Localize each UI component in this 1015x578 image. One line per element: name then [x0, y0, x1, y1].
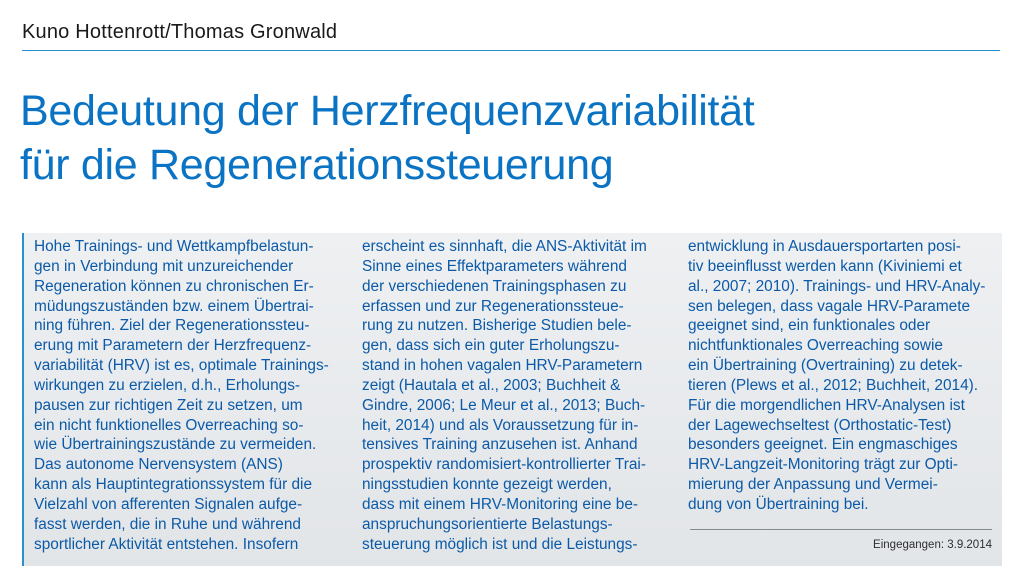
text-line: Vielzahl von afferenten Signalen aufge-: [34, 495, 303, 513]
text-line: Das autonome Nervensystem (ANS): [34, 456, 283, 474]
text-line: tieren (Plews et al., 2012; Buchheit, 2014).: [688, 376, 979, 394]
text-line: zeigt (Hautala et al., 2003; Buchheit &: [362, 376, 621, 394]
text-line: dung von Übertraining bei.: [688, 495, 869, 513]
text-line: anspruchungsorientierte Belastungs-: [362, 515, 613, 533]
text-line: tiv beeinflusst werden kann (Kiviniemi et: [688, 257, 962, 275]
text-line: ein Übertraining (Overtraining) zu detek-: [688, 357, 963, 375]
text-line: gen, dass sich ein guter Erholungszu-: [362, 337, 620, 355]
text-line: pausen zur richtigen Zeit zu setzen, um: [34, 396, 303, 414]
text-line: Für die morgendlichen HRV-Analysen ist: [688, 396, 965, 414]
text-line: Regeneration können zu chronischen Er-: [34, 277, 314, 295]
text-line: HRV-Langzeit-Monitoring trägt zur Opti-: [688, 456, 959, 474]
text-line: wie Übertrainingszustände zu vermeiden.: [34, 436, 317, 454]
text-line: sportlicher Aktivität entstehen. Insofern: [34, 535, 299, 553]
text-line: variabilität (HRV) ist es, optimale Trainings-: [34, 357, 329, 375]
title-line: Bedeutung der Herzfrequenzvariabilität: [20, 87, 755, 135]
text-line: der Lagewechseltest (Orthostatic-Test): [688, 416, 952, 434]
text-line: prospektiv randomisiert-kontrollierter Trai-: [362, 456, 646, 474]
author-names: Kuno Hottenrott/Thomas Gronwald: [22, 21, 338, 43]
text-line: der verschiedenen Trainingsphasen zu: [362, 277, 627, 295]
text-line: tensives Training anzusehen ist. Anhand: [362, 436, 638, 454]
text-line: besonders geeignet. Ein engmaschiges: [688, 436, 958, 454]
received-date: Eingegangen: 3.9.2014: [873, 539, 992, 551]
text-line: mierung der Anpassung und Vermei-: [688, 476, 938, 494]
text-line: erscheint es sinnhaft, die ANS-Aktivität im: [362, 238, 647, 255]
text-line: stand in hohen vagalen HRV-Parametern: [362, 357, 643, 375]
text-line: müdungszuständen bzw. einem Übertrai-: [34, 297, 314, 315]
text-line: steuerung möglich ist und die Leistungs-: [362, 535, 638, 553]
text-line: erfassen und zur Regenerationssteue-: [362, 297, 624, 315]
text-line: geeignet sind, ein funktionales oder: [688, 317, 931, 335]
header-rule: [22, 50, 1000, 51]
text-line: Gindre, 2006; Le Meur et al., 2013; Buch-: [362, 396, 646, 414]
text-line: fasst werden, die in Ruhe und während: [34, 515, 301, 533]
text-line: ningsstudien konnte gezeigt werden,: [362, 476, 612, 494]
abstract-column-1: [34, 237, 329, 555]
text-line: entwicklung in Ausdauersportarten posi-: [688, 238, 961, 255]
text-line: ning führen. Ziel der Regenerationssteu-: [34, 317, 310, 335]
text-line: nichtfunktionales Overreaching sowie: [688, 337, 943, 355]
abstract-end-rule: [690, 529, 992, 530]
text-line: kann als Hauptintegrationssystem für die: [34, 476, 313, 494]
text-line: al., 2007; 2010). Trainings- und HRV-Analy-: [688, 277, 986, 295]
text-line: wirkungen zu erzielen, d.h., Erholungs-: [34, 376, 301, 394]
article-title: [20, 84, 754, 192]
text-line: ein nicht funktionelles Overreaching so-: [34, 416, 304, 434]
text-line: sen belegen, dass vagale HRV-Paramete: [688, 297, 971, 315]
text-line: Sinne eines Effektparameters während: [362, 257, 627, 275]
abstract-box: [22, 233, 1002, 566]
text-line: erung mit Parametern der Herzfrequenz-: [34, 337, 312, 355]
text-line: gen in Verbindung mit unzureichender: [34, 257, 294, 275]
text-line: heit, 2014) und als Voraussetzung für in-: [362, 416, 639, 434]
text-line: Hohe Trainings- und Wettkampfbelastun-: [34, 238, 314, 255]
abstract-column-3: [688, 237, 985, 515]
text-line: dass mit einem HRV-Monitoring eine be-: [362, 495, 639, 513]
text-line: rung zu nutzen. Bisherige Studien bele-: [362, 317, 632, 335]
abstract-column-2: [362, 237, 647, 555]
title-line: für die Regenerationssteuerung: [20, 141, 614, 189]
